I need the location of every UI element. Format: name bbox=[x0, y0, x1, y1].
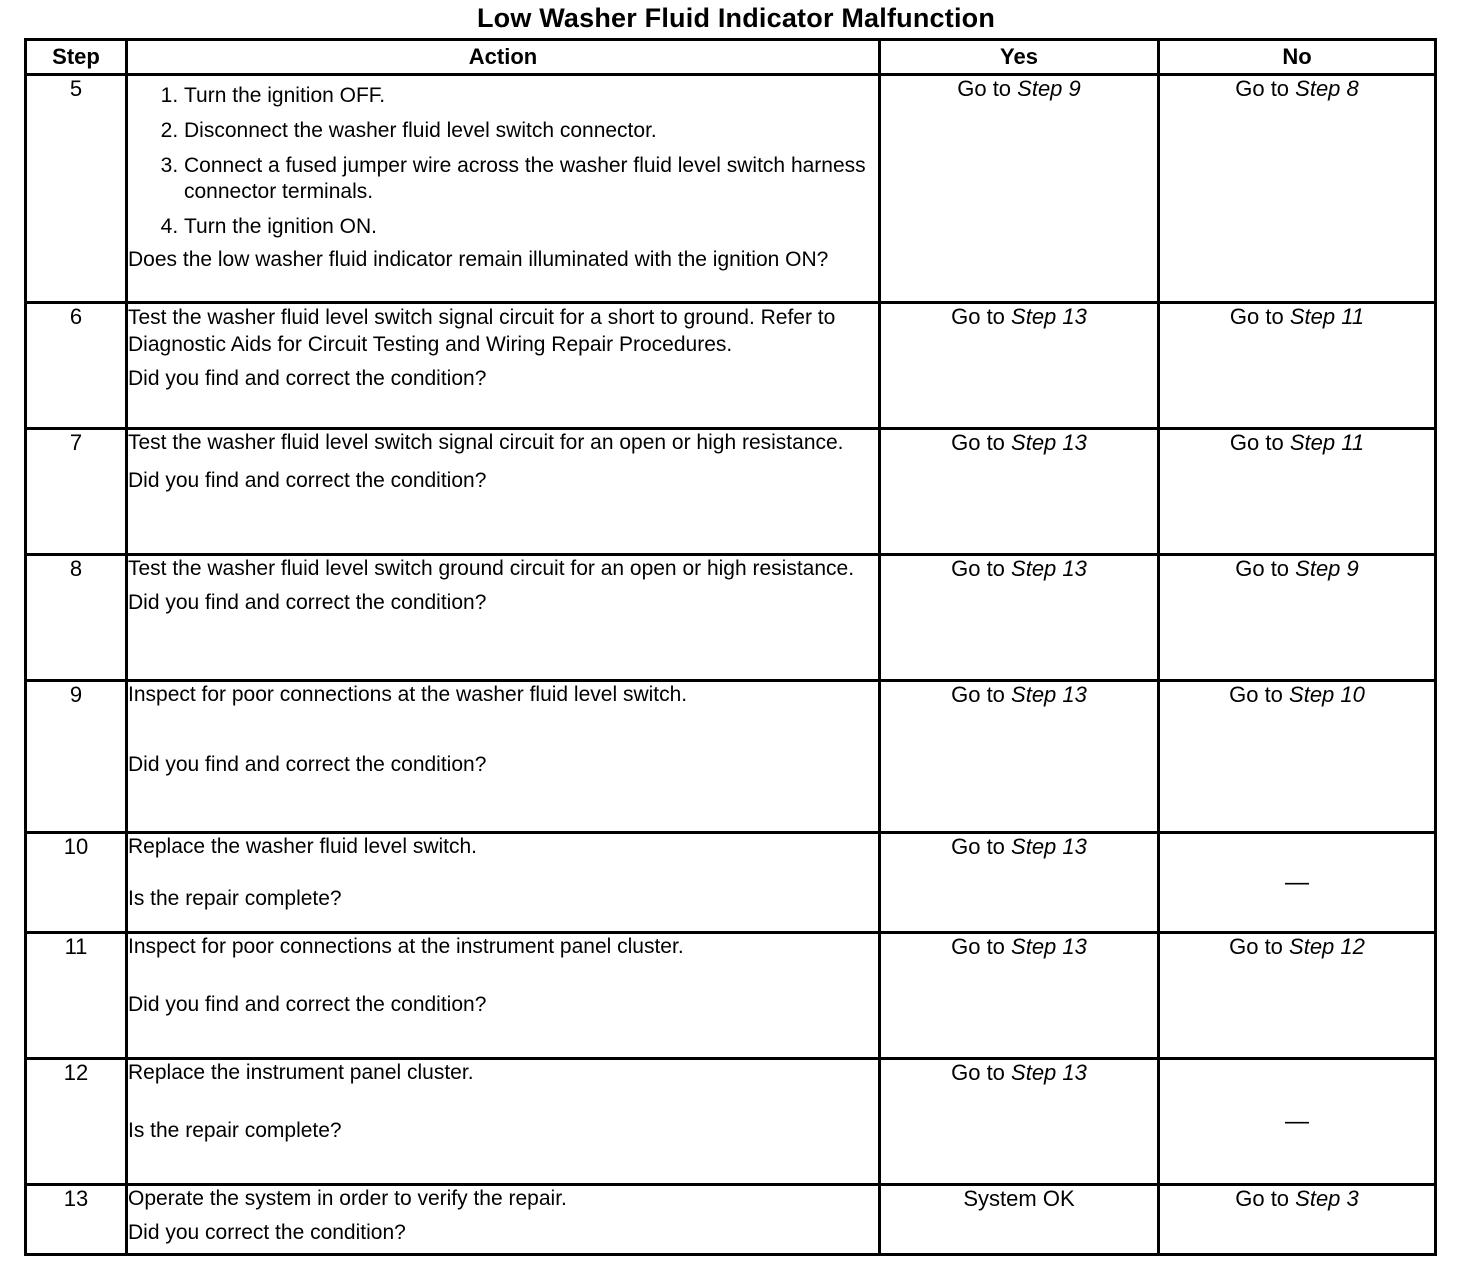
yes-cell bbox=[880, 933, 1159, 1059]
yes-cell bbox=[880, 681, 1159, 833]
no-text: Go to bbox=[1229, 682, 1290, 707]
action-cell bbox=[127, 933, 880, 1059]
action-text: Replace the instrument panel cluster. bbox=[128, 1061, 474, 1084]
action-question: Is the repair complete? bbox=[128, 887, 342, 910]
yes-step-link: Step 13 bbox=[1011, 556, 1087, 581]
table-row bbox=[26, 75, 1436, 303]
yes-cell bbox=[880, 75, 1159, 303]
table-row bbox=[26, 1185, 1436, 1255]
no-cell bbox=[1159, 1059, 1436, 1185]
yes-text: Go to bbox=[951, 834, 1012, 859]
list-item: 4. Turn the ignition ON. bbox=[184, 214, 878, 240]
table-row bbox=[26, 429, 1436, 555]
action-text: Inspect for poor connections at the instrument panel cluster. bbox=[128, 935, 684, 958]
action-cell bbox=[127, 555, 880, 681]
step-number: 9 bbox=[26, 681, 127, 833]
action-question: Does the low washer fluid indicator remain illuminated with the ignition ON? bbox=[128, 248, 829, 271]
action-cell bbox=[127, 75, 880, 303]
table-row bbox=[26, 555, 1436, 681]
yes-step-link: Step 13 bbox=[1011, 834, 1087, 859]
yes-step-link: Step 13 bbox=[1011, 430, 1087, 455]
action-question: Is the repair complete? bbox=[128, 1119, 342, 1142]
step-number: 5 bbox=[26, 75, 127, 303]
no-text: Go to bbox=[1235, 556, 1296, 581]
action-question: Did you find and correct the condition? bbox=[128, 367, 487, 390]
yes-text: Go to bbox=[951, 934, 1012, 959]
action-text: Test the washer fluid level switch signal circuit for a short to ground. Refer to Diagnostic Aids for Circuit Testing and Wiring Repair Procedures. bbox=[128, 306, 836, 356]
no-step-link: Step 8 bbox=[1295, 76, 1359, 101]
action-question: Did you find and correct the condition? bbox=[128, 591, 487, 614]
no-text: Go to bbox=[1235, 76, 1296, 101]
substep-list bbox=[128, 83, 878, 240]
action-question: Did you find and correct the condition? bbox=[128, 469, 487, 492]
no-cell bbox=[1159, 75, 1436, 303]
no-text: Go to bbox=[1229, 304, 1290, 329]
no-cell bbox=[1159, 681, 1436, 833]
yes-text: Go to bbox=[957, 76, 1018, 101]
no-cell bbox=[1159, 833, 1436, 933]
no-dash: — bbox=[1285, 868, 1309, 896]
no-step-link: Step 12 bbox=[1289, 934, 1365, 959]
yes-step-link: Step 13 bbox=[1011, 304, 1087, 329]
no-cell bbox=[1159, 303, 1436, 429]
table-header-row bbox=[26, 40, 1436, 75]
no-step-link: Step 11 bbox=[1289, 304, 1365, 329]
yes-cell bbox=[880, 555, 1159, 681]
yes-step-link: Step 13 bbox=[1011, 1060, 1087, 1085]
action-question: Did you correct the condition? bbox=[128, 1221, 406, 1244]
list-item: 2. Disconnect the washer fluid level switch connector. bbox=[184, 118, 878, 144]
no-step-link: Step 9 bbox=[1295, 556, 1359, 581]
table-row bbox=[26, 933, 1436, 1059]
yes-step-link: Step 13 bbox=[1011, 682, 1087, 707]
no-step-link: Step 3 bbox=[1295, 1186, 1359, 1211]
yes-text: Go to bbox=[951, 682, 1012, 707]
table-row bbox=[26, 833, 1436, 933]
action-question: Did you find and correct the condition? bbox=[128, 993, 487, 1016]
yes-cell bbox=[880, 1059, 1159, 1185]
no-cell bbox=[1159, 1185, 1436, 1255]
action-cell bbox=[127, 833, 880, 933]
yes-text: System OK bbox=[963, 1186, 1075, 1211]
action-cell bbox=[127, 1059, 880, 1185]
header-no: No bbox=[1159, 40, 1436, 75]
yes-cell bbox=[880, 429, 1159, 555]
no-text: Go to bbox=[1229, 430, 1290, 455]
no-cell bbox=[1159, 933, 1436, 1059]
table-row bbox=[26, 1059, 1436, 1185]
header-yes: Yes bbox=[880, 40, 1159, 75]
yes-cell bbox=[880, 833, 1159, 933]
action-text: Test the washer fluid level switch ground circuit for an open or high resistance. bbox=[128, 557, 855, 580]
step-number: 10 bbox=[26, 833, 127, 933]
table-row bbox=[26, 303, 1436, 429]
action-cell bbox=[127, 681, 880, 833]
yes-step-link: Step 13 bbox=[1011, 934, 1087, 959]
yes-step-link: Step 9 bbox=[1017, 76, 1081, 101]
yes-cell bbox=[880, 1185, 1159, 1255]
action-text: Test the washer fluid level switch signal circuit for an open or high resistance. bbox=[128, 431, 844, 454]
action-text: Replace the washer fluid level switch. bbox=[128, 835, 478, 858]
diagnostic-table bbox=[24, 38, 1437, 1256]
yes-text: Go to bbox=[951, 1060, 1012, 1085]
no-dash: — bbox=[1285, 1107, 1309, 1135]
action-cell bbox=[127, 429, 880, 555]
yes-text: Go to bbox=[951, 430, 1012, 455]
step-number: 7 bbox=[26, 429, 127, 555]
no-step-link: Step 10 bbox=[1289, 682, 1365, 707]
list-item: 1. Turn the ignition OFF. bbox=[184, 83, 878, 109]
no-text: Go to bbox=[1235, 1186, 1296, 1211]
no-cell bbox=[1159, 555, 1436, 681]
action-text: Operate the system in order to verify the repair. bbox=[128, 1187, 567, 1210]
yes-cell bbox=[880, 303, 1159, 429]
step-number: 12 bbox=[26, 1059, 127, 1185]
step-number: 11 bbox=[26, 933, 127, 1059]
step-number: 6 bbox=[26, 303, 127, 429]
action-cell bbox=[127, 1185, 880, 1255]
no-step-link: Step 11 bbox=[1289, 430, 1365, 455]
action-text: Inspect for poor connections at the washer fluid level switch. bbox=[128, 683, 688, 706]
header-step: Step bbox=[26, 40, 127, 75]
no-text: Go to bbox=[1229, 934, 1290, 959]
list-item: 3. Connect a fused jumper wire across the washer fluid level switch harness connector terminals. bbox=[184, 153, 878, 205]
page-title: Low Washer Fluid Indicator Malfunction bbox=[476, 3, 996, 33]
yes-text: Go to bbox=[951, 556, 1012, 581]
header-action: Action bbox=[127, 40, 880, 75]
step-number: 13 bbox=[26, 1185, 127, 1255]
yes-text: Go to bbox=[951, 304, 1012, 329]
no-cell bbox=[1159, 429, 1436, 555]
action-cell bbox=[127, 303, 880, 429]
action-question: Did you find and correct the condition? bbox=[128, 753, 487, 776]
table-row bbox=[26, 681, 1436, 833]
step-number: 8 bbox=[26, 555, 127, 681]
